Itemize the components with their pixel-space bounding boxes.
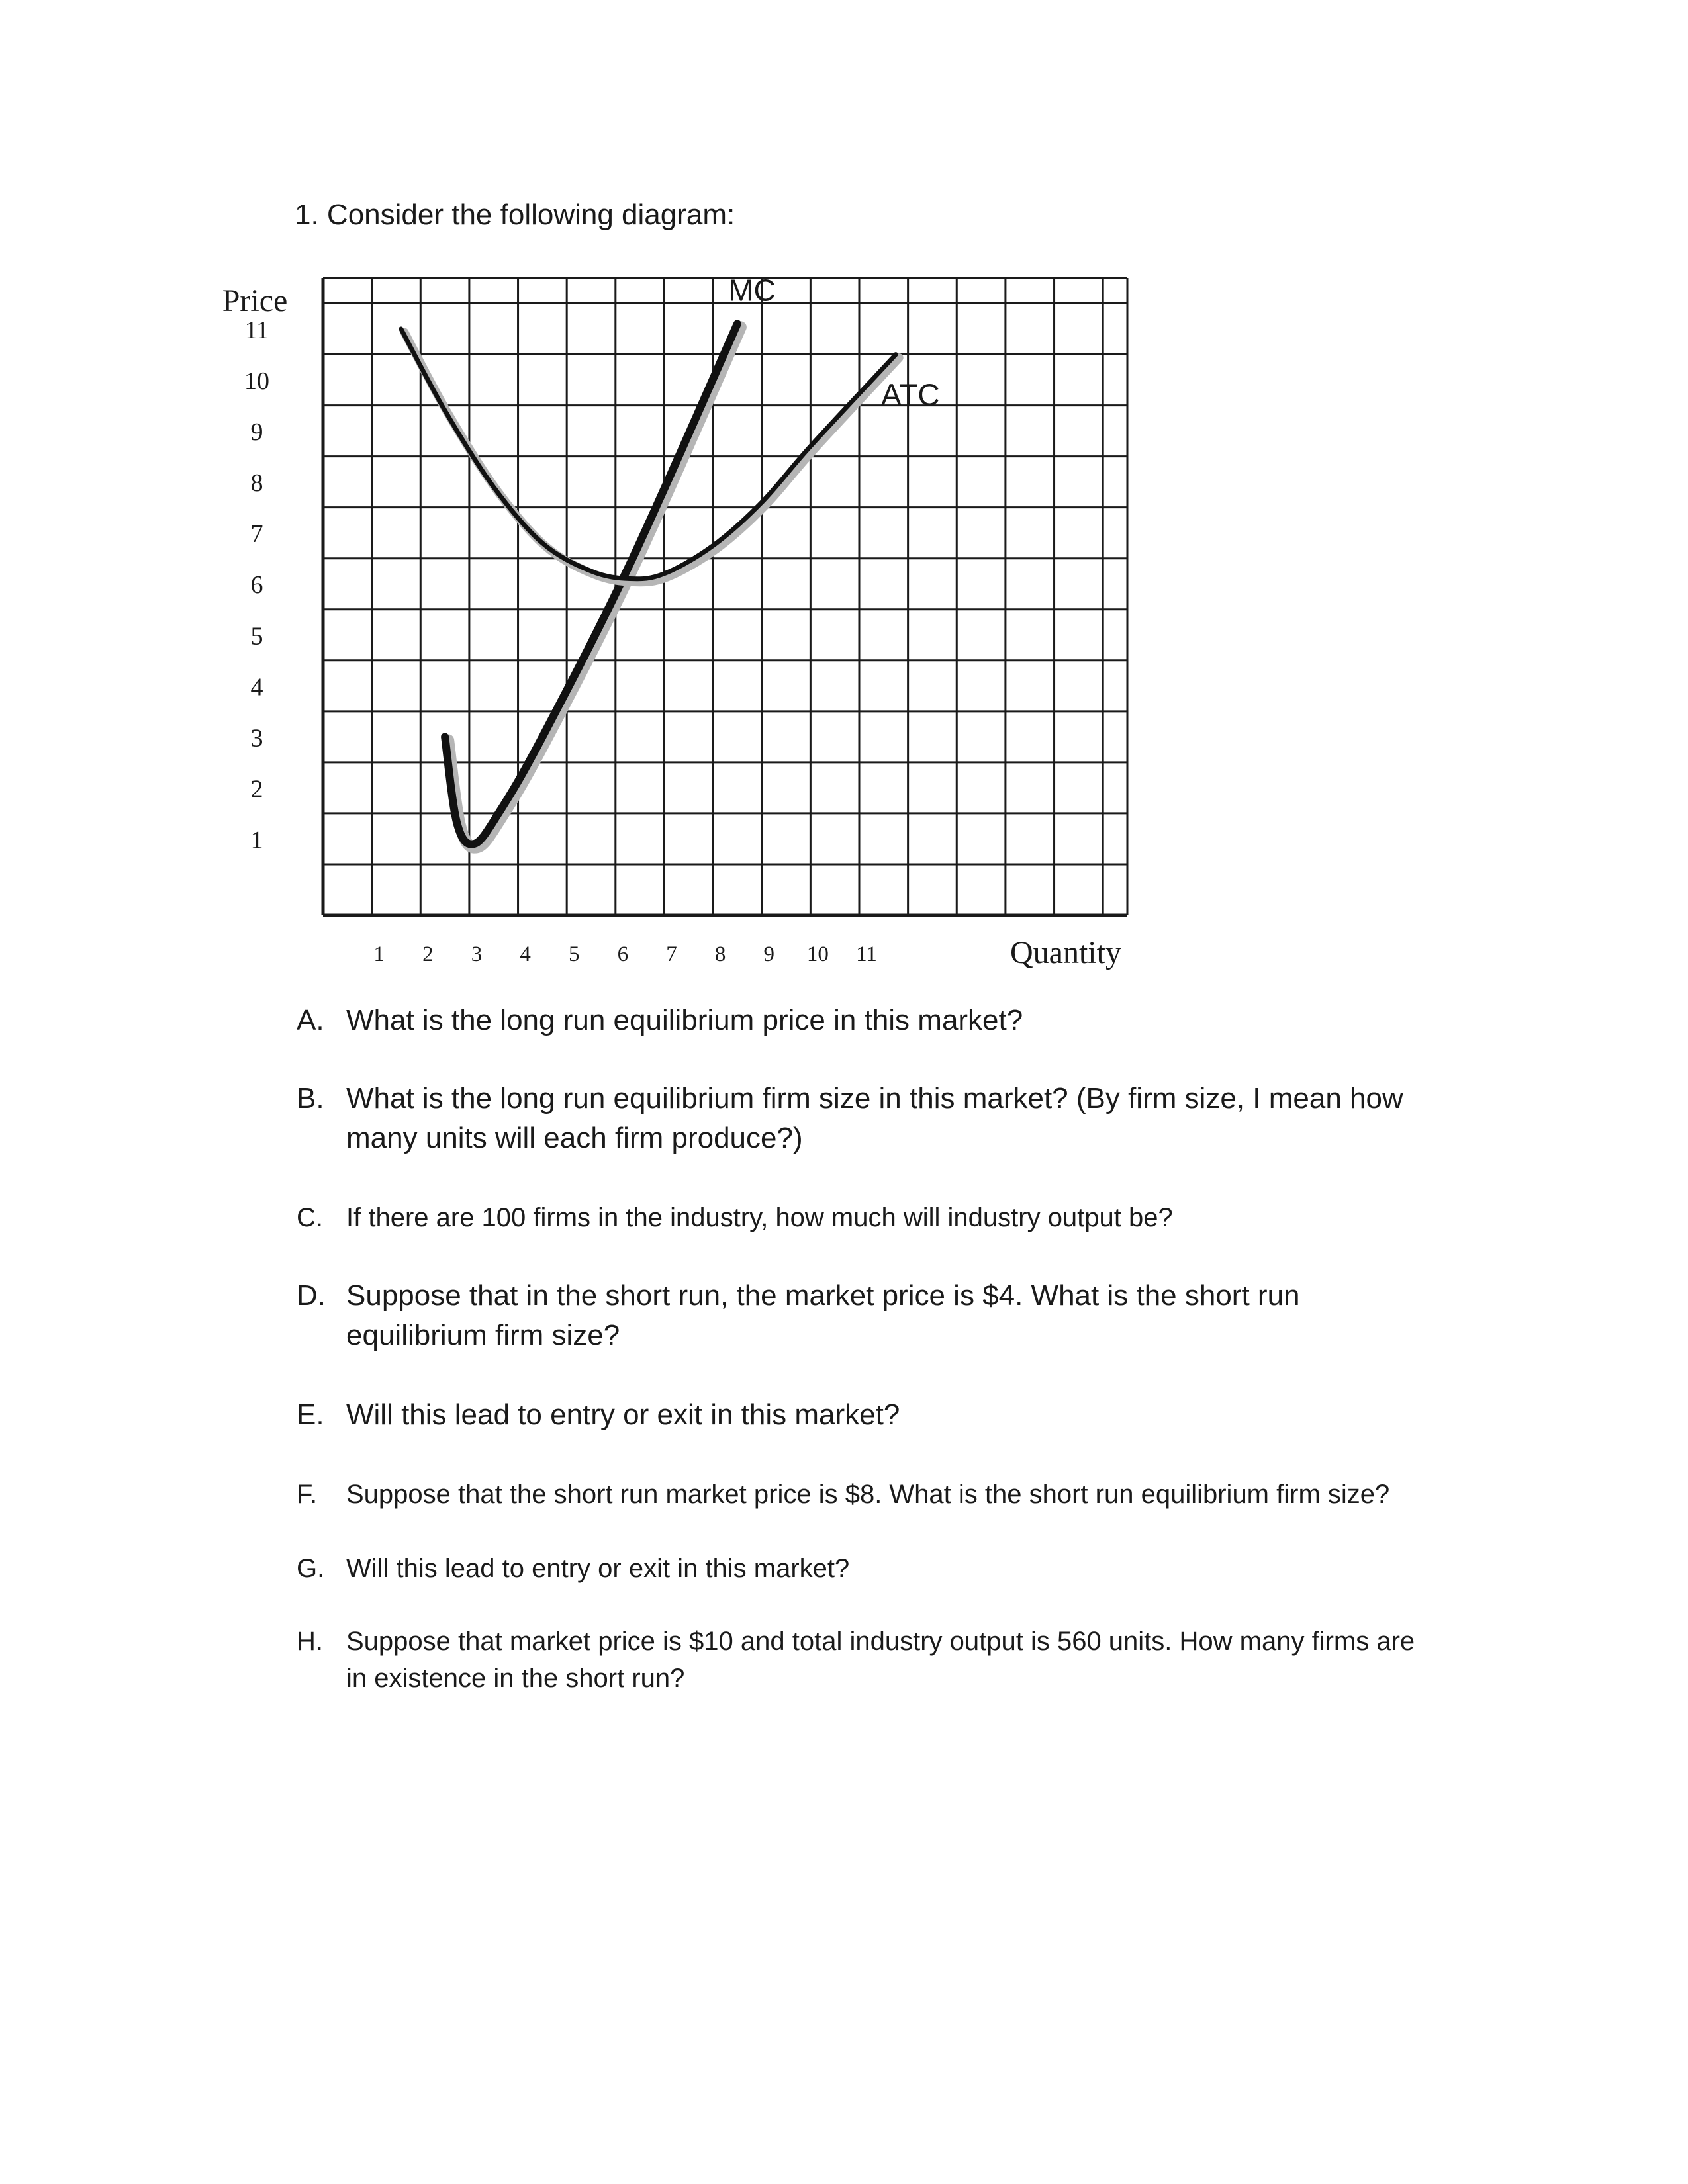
question-c bbox=[297, 1198, 1173, 1238]
mc-curve-label: MC bbox=[728, 273, 776, 308]
question-letter: B. bbox=[297, 1082, 324, 1115]
chart-labels bbox=[222, 273, 1121, 970]
question-letter: F. bbox=[297, 1480, 318, 1509]
question-h bbox=[297, 1623, 1415, 1697]
question-text-continued: in existence in the short run? bbox=[346, 1664, 685, 1693]
question-letter: A. bbox=[297, 1004, 324, 1036]
question-e bbox=[297, 1395, 900, 1435]
y-tick-label: 6 bbox=[250, 571, 263, 600]
y-tick-label: 10 bbox=[244, 367, 269, 396]
atc-curve-label: ATC bbox=[881, 377, 940, 412]
y-tick-label: 4 bbox=[250, 673, 263, 702]
y-axis-label: Price bbox=[222, 283, 288, 318]
y-tick-label: 8 bbox=[250, 469, 263, 498]
question-letter: H. bbox=[297, 1627, 323, 1656]
question-text: If there are 100 firms in the industry, how much will industry output be? bbox=[346, 1203, 1173, 1232]
x-tick-label: 9 bbox=[763, 942, 775, 966]
x-tick-label: 1 bbox=[373, 942, 385, 966]
x-tick-label: 3 bbox=[471, 942, 483, 966]
cost-curves-chart bbox=[0, 0, 1688, 993]
y-tick-label: 3 bbox=[250, 724, 263, 752]
y-tick-label: 1 bbox=[250, 826, 263, 854]
question-a bbox=[297, 1001, 1023, 1040]
chart-curves bbox=[401, 324, 899, 847]
y-tick-label: 7 bbox=[250, 520, 263, 549]
question-g bbox=[297, 1549, 849, 1588]
x-axis-label: Quantity bbox=[1010, 935, 1121, 970]
question-text: Will this lead to entry or exit in this market? bbox=[346, 1398, 900, 1431]
question-text-continued: many units will each firm produce?) bbox=[346, 1122, 803, 1154]
question-text: Suppose that the short run market price is $8. What is the short run equilibrium firm size? bbox=[346, 1480, 1390, 1509]
question-b bbox=[297, 1079, 1403, 1158]
question-d bbox=[297, 1276, 1300, 1355]
x-tick-label: 7 bbox=[666, 942, 677, 966]
question-text: What is the long run equilibrium price in this market? bbox=[346, 1004, 1023, 1036]
question-text: Will this lead to entry or exit in this market? bbox=[346, 1554, 850, 1583]
question-letter: D. bbox=[297, 1279, 326, 1312]
question-text: What is the long run equilibrium firm size in this market? (By firm size, I mean how bbox=[346, 1082, 1403, 1115]
x-tick-label: 2 bbox=[422, 942, 434, 966]
x-tick-label: 4 bbox=[520, 942, 531, 966]
question-letter: G. bbox=[297, 1554, 325, 1583]
x-tick-label: 10 bbox=[806, 942, 829, 966]
y-tick-label: 2 bbox=[250, 775, 263, 803]
question-letter: E. bbox=[297, 1398, 324, 1431]
x-tick-label: 6 bbox=[617, 942, 629, 966]
problem-title: 1. Consider the following diagram: bbox=[295, 199, 735, 231]
question-letter: C. bbox=[297, 1203, 323, 1232]
question-text: Suppose that market price is $10 and total industry output is 560 units. How many firms are bbox=[346, 1627, 1415, 1656]
question-text-continued: equilibrium firm size? bbox=[346, 1319, 620, 1351]
x-tick-label: 11 bbox=[856, 942, 877, 966]
y-tick-label: 9 bbox=[250, 418, 263, 447]
curve-mc bbox=[445, 324, 737, 844]
y-tick-label: 5 bbox=[250, 622, 263, 651]
question-f bbox=[297, 1475, 1389, 1514]
x-tick-label: 5 bbox=[568, 942, 580, 966]
x-tick-label: 8 bbox=[714, 942, 726, 966]
y-tick-label: 11 bbox=[244, 316, 269, 345]
question-text: Suppose that in the short run, the market price is $4. What is the short run bbox=[346, 1279, 1300, 1312]
